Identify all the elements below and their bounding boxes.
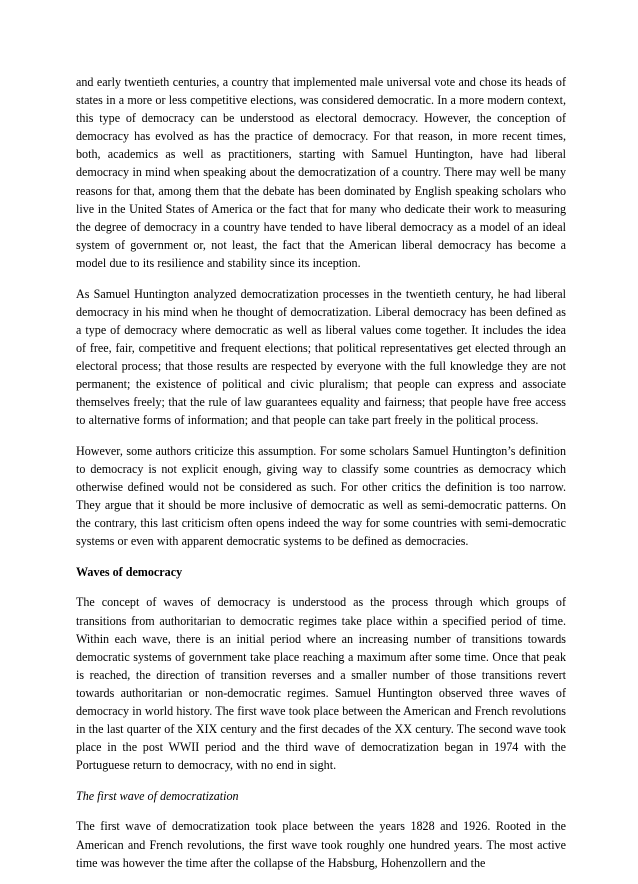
paragraph-criticism: However, some authors criticize this assumption. For some scholars Samuel Huntington’s definition to democracy is not explicit enough, giving way to classify some countries as democracy which otherwise defined would not be considered as such. For other critics the definition is too narrow. They argue that it should be more inclusive of democratic as well as semi-democratic patterns. On the contrary, this last criticism often opens indeed the way for some countries with semi-democratic systems or even with apparent democratic systems to be defined as democracies.	[76, 443, 566, 549]
paragraph-waves-concept: The concept of waves of democracy is understood as the process through which groups of transitions from authoritarian to democratic regimes take place within a specified period of time. Within each wave, there is an initial period where an increasing number of transitions towards democratic systems of government take place reaching a maximum after some time. Once that peak is reached, the direction of transition reverses and a smaller number of those transitions revert towards authoritarian or non-democratic regimes. Samuel Huntington observed three waves of democracy in world history. The first wave took place between the American and French revolutions in the last quarter of the XIX century and the first decades of the XX century. The second wave took place in the post WWII period and the third wave of democratization began in 1974 with the Portuguese return to democracy, with no end in sight.	[76, 595, 566, 773]
document-body	[76, 73, 566, 884]
paragraph-first-wave: The first wave of democratization took place between the years 1828 and 1926. Rooted in the American and French revolutions, the first wave took roughly one hundred years. The most active time was however the time after the collapse of the Habsburg, Hohenzollern and the	[76, 819, 566, 870]
subsection-heading-first-wave: The first wave of democratization	[76, 788, 239, 803]
section-heading-waves: Waves of democracy	[76, 564, 183, 579]
paragraph-liberal-democracy: As Samuel Huntington analyzed democratization processes in the twentieth century, he had liberal democracy in his mind when he thought of democratization. Liberal democracy has been defined as a type of democracy where democratic as well as liberal values come together. It includes the idea of free, fair, competitive and frequent elections; that political representatives get elected through an electoral process; that those results are respected by everyone with the full knowledge they are not permanent; the existence of political and civic pluralism; that people can express and associate themselves freely; that the rule of law guarantees equality and fairness; that people have free access to alternative forms of information; and that people can take part freely in the political process.	[76, 286, 566, 428]
paragraph-electoral-democracy: and early twentieth centuries, a country that implemented male universal vote and chose its heads of states in a more or less competitive elections, was considered democratic. In a more modern context, this type of democracy can be understood as electoral democracy. However, the conception of democracy has evolved as has the practice of democracy. For that reason, in more recent times, both, academics as well as practitioners, starting with Samuel Huntington, have had liberal democracy in mind when speaking about the democratization of a country. There may well be many reasons for that, among them that the debate has been dominated by English speaking scholars who live in the United States of America or the fact that for many who dedicate their work to measuring the degree of democracy in a country have tended to have liberal democracy as a model of an ideal system of government or, not least, the fact that the American liberal democracy has become a model due to its resilience and stability since its inception.	[76, 75, 566, 270]
